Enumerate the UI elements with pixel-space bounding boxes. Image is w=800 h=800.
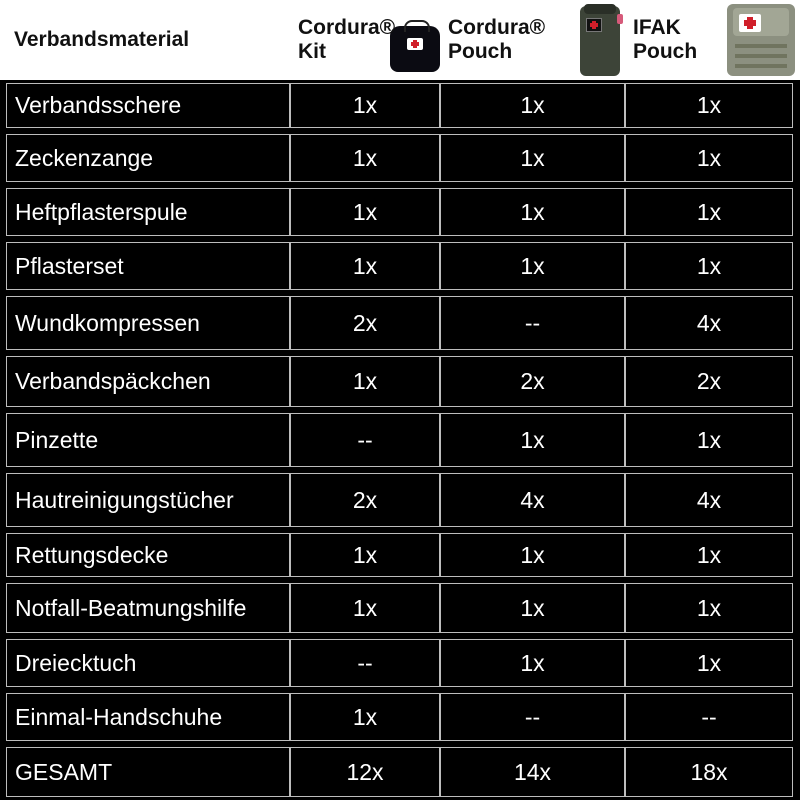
quantity-cell: -- xyxy=(440,296,625,350)
item-name-cell: Wundkompressen xyxy=(6,296,290,350)
quantity-cell: 1x xyxy=(290,693,440,741)
table-row xyxy=(0,580,800,636)
table-row xyxy=(0,80,800,131)
quantity-cell: 1x xyxy=(625,134,793,182)
quantity-cell: 1x xyxy=(625,83,793,128)
item-name-cell: Verbandspäckchen xyxy=(6,356,290,407)
quantity-cell: 4x xyxy=(625,473,793,527)
item-name-cell: Einmal-Handschuhe xyxy=(6,693,290,741)
quantity-cell: 2x xyxy=(290,296,440,350)
quantity-cell: -- xyxy=(290,413,440,467)
quantity-cell: -- xyxy=(625,693,793,741)
table-row xyxy=(0,353,800,410)
item-name-cell: Rettungsdecke xyxy=(6,533,290,577)
item-name-cell: Verbandsschere xyxy=(6,83,290,128)
quantity-cell: 1x xyxy=(290,583,440,633)
quantity-cell: 1x xyxy=(440,413,625,467)
quantity-cell: 1x xyxy=(625,413,793,467)
gray-ifak-pouch-image xyxy=(727,4,795,76)
table-row xyxy=(0,744,800,800)
header-label: Verbandsmaterial xyxy=(14,28,190,51)
quantity-cell: 14x xyxy=(440,747,625,797)
header-cordura-kit-text: Cordura® Kit xyxy=(298,16,396,63)
quantity-cell: 1x xyxy=(290,188,440,236)
quantity-cell: 2x xyxy=(625,356,793,407)
quantity-cell: -- xyxy=(290,639,440,687)
item-name-cell: Hautreinigungstücher xyxy=(6,473,290,527)
table-row xyxy=(0,690,800,744)
quantity-cell: 2x xyxy=(440,356,625,407)
quantity-cell: 1x xyxy=(290,242,440,290)
item-name-cell: Pflasterset xyxy=(6,242,290,290)
quantity-cell: 1x xyxy=(625,242,793,290)
quantity-cell: 1x xyxy=(440,83,625,128)
item-name-cell: GESAMT xyxy=(6,747,290,797)
header-cordura-kit xyxy=(290,0,440,80)
quantity-cell: 4x xyxy=(625,296,793,350)
table-row xyxy=(0,636,800,690)
table-row xyxy=(0,239,800,293)
item-name-cell: Dreiecktuch xyxy=(6,639,290,687)
header-cordura-pouch xyxy=(440,0,625,80)
quantity-cell: 1x xyxy=(290,83,440,128)
quantity-cell: 1x xyxy=(625,583,793,633)
item-name-cell: Zeckenzange xyxy=(6,134,290,182)
quantity-cell: 4x xyxy=(440,473,625,527)
quantity-cell: 1x xyxy=(625,533,793,577)
quantity-cell: 1x xyxy=(440,242,625,290)
item-name-cell: Pinzette xyxy=(6,413,290,467)
quantity-cell: 1x xyxy=(290,356,440,407)
table-row xyxy=(0,185,800,239)
table-row xyxy=(0,293,800,353)
item-name-cell: Heftpflasterspule xyxy=(6,188,290,236)
quantity-cell: 1x xyxy=(440,639,625,687)
header-ifak-pouch-text: IFAK Pouch xyxy=(633,16,698,63)
quantity-cell: 1x xyxy=(290,533,440,577)
olive-first-aid-pouch-image xyxy=(580,6,620,76)
quantity-cell: 1x xyxy=(625,639,793,687)
quantity-cell: 1x xyxy=(625,188,793,236)
quantity-cell: 1x xyxy=(290,134,440,182)
header-cordura-pouch-text: Cordura® Pouch xyxy=(448,16,546,63)
table-row xyxy=(0,530,800,580)
quantity-cell: 1x xyxy=(440,134,625,182)
header-ifak-pouch xyxy=(625,0,800,80)
quantity-cell: 2x xyxy=(290,473,440,527)
table-header xyxy=(0,0,800,80)
table-row xyxy=(0,410,800,470)
quantity-cell: 18x xyxy=(625,747,793,797)
table-row xyxy=(0,470,800,530)
quantity-cell: 1x xyxy=(440,188,625,236)
item-name-cell: Notfall-Beatmungshilfe xyxy=(6,583,290,633)
quantity-cell: -- xyxy=(440,693,625,741)
quantity-cell: 1x xyxy=(440,583,625,633)
quantity-cell: 12x xyxy=(290,747,440,797)
black-first-aid-kit-image xyxy=(390,26,440,72)
table-row xyxy=(0,131,800,185)
quantity-cell: 1x xyxy=(440,533,625,577)
